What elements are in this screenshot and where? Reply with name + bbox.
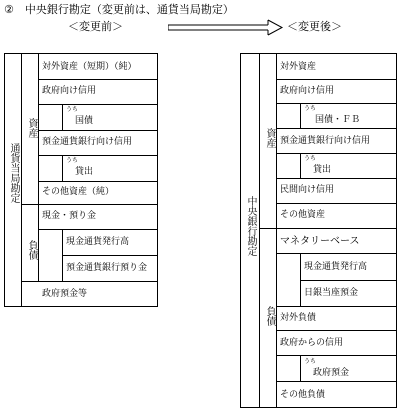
after-other-assets: その他資産 (280, 210, 326, 220)
before-liabilities-label: 負債 (26, 240, 37, 260)
after-claims-on-government: 政府向け信用 (280, 86, 335, 96)
before-uchi-2: うち (66, 157, 79, 164)
after-claims-on-deposit-banks: 預金通貨銀行向け信用 (280, 136, 371, 146)
before-header: ＜変更前＞ (68, 20, 123, 33)
after-uchi-1: うち (304, 105, 317, 112)
after-claims-on-private: 民間向け信用 (280, 185, 335, 195)
after-loans: 貸出 (313, 165, 332, 175)
after-monetary-base: マネタリーベース (280, 236, 360, 247)
after-government-deposits: 政府預金 (313, 368, 350, 378)
before-other-assets: その他資産（純） (42, 187, 115, 197)
after-liabilities-label: 負債 (264, 306, 275, 326)
before-government-deposits: 政府預金等 (42, 289, 88, 299)
before-claims-on-government: 政府向け信用 (42, 86, 97, 96)
before-claims-on-deposit-banks: 預金通貨銀行向け信用 (42, 137, 133, 147)
after-uchi-2: うち (304, 155, 317, 162)
after-foreign-assets: 対外資産 (280, 62, 317, 72)
before-entity-label: 通貨当局勘定 (8, 143, 19, 203)
before-foreign-assets: 対外資産（短期）（純） (42, 62, 137, 72)
before-deposit-bank-deposits: 預金通貨銀行預り金 (66, 263, 148, 273)
after-uchi-3: うち (304, 358, 317, 365)
before-government-bonds: 国債 (75, 116, 94, 126)
after-cash-issued: 現金通貨発行高 (304, 262, 368, 272)
after-foreign-liabilities: 対外負債 (280, 313, 317, 323)
after-boj-current-deposits: 日銀当座預金 (304, 288, 359, 298)
before-cash-deposits: 現金・預り金 (42, 211, 97, 221)
after-assets-label: 資産 (264, 128, 275, 148)
after-entity-label: 中央銀行勘定 (245, 196, 256, 256)
arrow-right-icon (168, 18, 288, 38)
before-assets-label: 資産 (26, 118, 37, 138)
page-title: ② 中央銀行勘定（変更前は、通貨当局勘定） (4, 3, 234, 16)
before-uchi-1: うち (66, 106, 79, 113)
after-credit-from-government: 政府からの信用 (280, 338, 344, 348)
before-loans: 貸出 (75, 167, 94, 177)
after-header: ＜変更後＞ (287, 20, 342, 33)
after-other-liabilities: その他負債 (280, 390, 326, 400)
after-government-bonds-fb: 国債・ＦＢ (315, 115, 361, 125)
before-cash-issued: 現金通貨発行高 (66, 237, 130, 247)
